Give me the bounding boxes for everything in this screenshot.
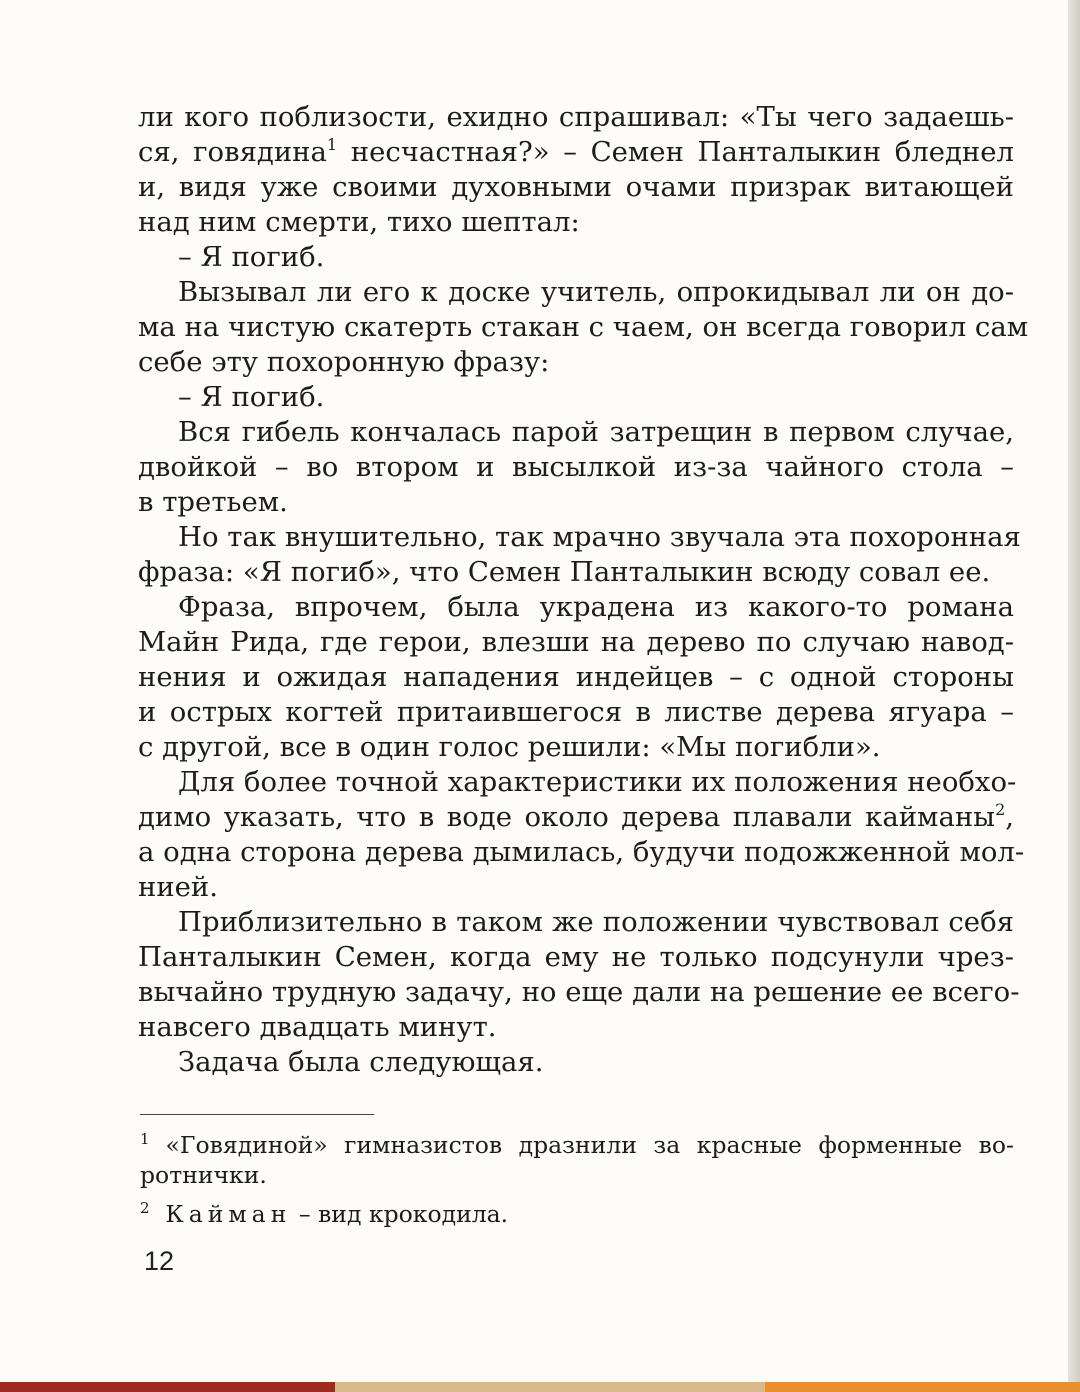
page-number: 12 (144, 1246, 175, 1276)
text-line: вычайно трудную задачу, но еще дали на решение ее всего- (138, 976, 1020, 1008)
text-line: двойкой – во втором и высылкой из-за чайного стола – (138, 451, 1014, 483)
text-line: Панталыкин Семен, когда ему не только подсунули чрез- (138, 941, 1014, 973)
footnote-mark: 1 (140, 1130, 150, 1148)
text-line: Но так внушительно, так мрачно звучала эта похоронная (178, 521, 1021, 553)
text-line: в третьем. (138, 486, 288, 518)
text-line (138, 135, 1014, 170)
strip-tan (335, 1382, 765, 1392)
text-line: нения и ожидая нападения индейцев – с одной стороны (138, 661, 1014, 693)
footnote-2 (140, 1199, 1014, 1229)
text-line: над ним смерти, тихо шептал: (138, 206, 580, 238)
text-line: и, видя уже своими духовными очами призрак витающей (138, 171, 1014, 203)
footnote-mark: 2 (140, 1199, 150, 1217)
text-line: себе эту похоронную фразу: (138, 346, 550, 378)
text-line: Вызывал ли его к доске учитель, опрокидывал ли он до- (178, 276, 1014, 308)
text-segment: ся, говядина (138, 136, 327, 168)
footnote-text: – вид крокодила. (291, 1200, 509, 1228)
footnote-ref: 1 (326, 135, 338, 154)
text-line: нией. (138, 871, 219, 903)
text-line: Для более точной характеристики их положения необхо- (178, 766, 1017, 798)
text-line: Фраза, впрочем, была украдена из какого-то романа (178, 591, 1014, 623)
text-line: Майн Рида, где герои, влезши на дерево по случаю навод- (138, 626, 1014, 658)
text-line: Приблизительно в таком же положении чувствовал себя (178, 906, 1014, 938)
footnote-divider (140, 1114, 374, 1115)
footnote-term: Кайман (165, 1200, 292, 1228)
text-line: ма на чистую скатерть стакан с чаем, он всегда говорил сам (138, 311, 1029, 343)
text-line: навсего двадцать минут. (138, 1011, 497, 1043)
text-line: Вся гибель кончалась парой затрещин в первом случае, (178, 416, 1014, 448)
bottom-color-strip (0, 1382, 1080, 1392)
text-segment: , (1005, 801, 1014, 833)
text-segment: несчастная?» – Семен Панталыкин бледнел (337, 136, 1015, 168)
text-line: – Я погиб. (178, 241, 325, 273)
footnote-1-continued: ротнички. (140, 1161, 267, 1189)
text-line: и острых когтей притаившегося в листве дерева ягуара – (138, 696, 1014, 728)
strip-dark-red (0, 1382, 335, 1392)
text-line: с другой, все в один голос решили: «Мы погибли». (138, 731, 881, 763)
text-line (138, 800, 1014, 835)
text-line: ли кого поблизости, ехидно спрашивал: «Ты чего задаешь- (138, 101, 1014, 133)
footnote-ref: 2 (995, 800, 1006, 819)
page-edge-shadow (1068, 0, 1080, 1392)
footnote-text: «Говядиной» гимназистов дразнили за красные форменные во- (165, 1131, 1014, 1159)
text-line: фраза: «Я погиб», что Семен Панталыкин всюду совал ее. (138, 556, 991, 588)
text-line: а одна сторона дерева дымилась, будучи подожженной мол- (138, 836, 1025, 868)
text-line: Задача была следующая. (178, 1046, 544, 1078)
footnote-1 (140, 1130, 1014, 1160)
text-segment: димо указать, что в воде около дерева плавали кайманы (138, 801, 996, 833)
strip-orange (765, 1382, 1080, 1392)
text-line: – Я погиб. (178, 381, 325, 413)
